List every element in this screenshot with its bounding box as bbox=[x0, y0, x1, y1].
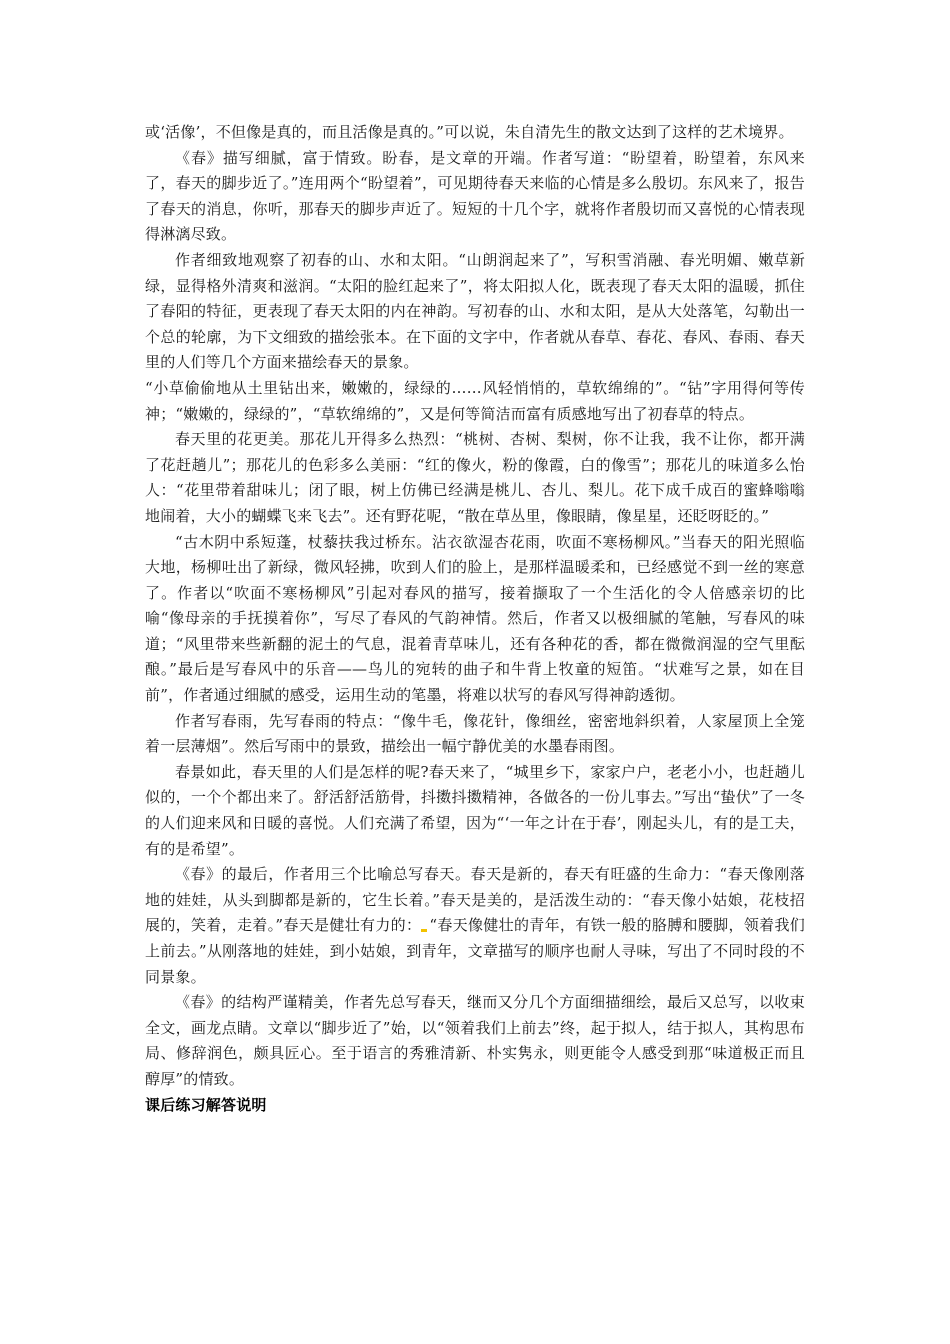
paragraph-three-metaphors-part-2: “春天像健壮的青年，有铁一般的胳膊和腰脚，领着我们上前去。”从刚落地的娃娃，到小姑娘，到青年，文章描写的顺序也耐人寻味，写出了不同时段的不同景象。 bbox=[145, 916, 805, 986]
paragraph-spring-flowers: 春天里的花更美。那花儿开得多么热烈：“桃树、杏树、梨树，你不让我，我不让你，都开满了花赶趟儿”；那花儿的色彩多么美丽：“红的像火，粉的像霞，白的像雪”；那花儿的味道多么怡人：“花里带着甜味儿；闭了眼，树上仿佛已经满是桃儿、杏儿、梨儿。花下成千成百的蜜蜂嗡嗡地闹着，大小的蝴蝶飞来飞去”。还有野花呢，“散在草丛里，像眼睛，像星星，还眨呀眨的。” bbox=[145, 430, 805, 525]
paragraph-three-metaphors bbox=[145, 862, 805, 990]
paragraph-spring-people: 春景如此，春天里的人们是怎样的呢?春天来了，“城里乡下，家家户户，老老小小，也赶趟儿似的，一个个都出来了。舒活舒活筋骨，抖擞抖擞精神，各做各的一份儿事去。”写出“蛰伏”了一冬的人们迎来风和日暖的喜悦。人们充满了希望，因为“‘一年之计在于春’，刚起头儿，有的是工夫，有的是希望”。 bbox=[145, 762, 805, 858]
paragraph-longing-for-spring: 《春》描写细腻，富于情致。盼春，是文章的开端。作者写道：“盼望着，盼望着，东风来了，春天的脚步近了。”连用两个“盼望着”，可见期待春天来临的心情是多么殷切。东风来了，报告了春天的消息，你听，那春天的脚步声近了。短短的十几个字，就将作者殷切而又喜悦的心情表现得淋漓尽致。 bbox=[145, 148, 805, 244]
highlight-mark bbox=[421, 929, 427, 932]
paragraph-spring-wind: “古木阴中系短蓬，杖藜扶我过桥东。沾衣欲湿杏花雨，吹面不寒杨柳风。”当春天的阳光照临大地，杨柳吐出了新绿，微风轻拂，吹到人们的脸上，是那样温暖柔和，已经感觉不到一丝的寒意了。作者以“吹面不寒杨柳风”引起对春风的描写，接着撷取了一个生活化的令人倍感亲切的比喻“像母亲的手抚摸着你”，写尽了春风的气韵神情。然后，作者又以极细腻的笔触，写春风的味道；“风里带来些新翻的泥土的气息，混着青草味儿，还有各种花的香，都在微微润湿的空气里酝酿。”最后是写春风中的乐音——鸟儿的宛转的曲子和牛背上牧童的短笛。“状难写之景，如在目前”，作者通过细腻的感受，运用生动的笔墨，将难以状写的春风写得神韵透彻。 bbox=[145, 532, 805, 705]
paragraph-early-spring-scenery: 作者细致地观察了初春的山、水和太阳。“山朗润起来了”，写积雪消融、春光明媚、嫩草新绿，显得格外清爽和滋润。“太阳的脸红起来了”，将太阳拟人化，既表现了春天太阳的温暖，抓住了春阳的特征，更表现了春天太阳的内在神韵。写初春的山、水和太阳，是从大处落笔，勾勒出一个总的轮廓，为下文细致的描绘张本。在下面的文字中，作者就从春草、春花、春风、春雨、春天里的人们等几个方面来描绘春天的景象。 bbox=[145, 250, 805, 372]
document-page bbox=[145, 120, 805, 1118]
paragraph-structure-summary: 《春》的结构严谨精美，作者先总写春天，继而又分几个方面细描细绘，最后又总写，以收束全文，画龙点睛。文章以“脚步近了”始，以“领着我们上前去”终，起于拟人，结于拟人，其构思布局、修辞润色，颇具匠心。至于语言的秀雅清新、朴实隽永，则更能令人感受到那“味道极正而且醇厚”的情致。 bbox=[145, 993, 805, 1088]
paragraph-spring-grass: “小草偷偷地从土里钻出来，嫩嫩的，绿绿的……风轻悄悄的，草软绵绵的”。“钻”字用得何等传神；“嫩嫩的，绿绿的”，“草软绵绵的”，又是何等简洁而富有质感地写出了初春草的特点。 bbox=[145, 378, 805, 423]
paragraph-spring-rain: 作者写春雨，先写春雨的特点：“像牛毛，像花针，像细丝，密密地斜织着，人家屋顶上全笼着一层薄烟”。然后写雨中的景致，描绘出一幅宁静优美的水墨春雨图。 bbox=[145, 711, 805, 756]
paragraph-three-metaphors-part-1: 《春》的最后，作者用三个比喻总写春天。春天是新的，春天有旺盛的生命力：“春天像刚落地的娃娃，从头到脚都是新的，它生长着。”春天是美的，是活泼生动的：“春天像小姑娘，花枝招展的，笑着，走着。”春天是健壮有力的： bbox=[145, 865, 805, 935]
section-heading-exercise-answers: 课后练习解答说明 bbox=[145, 1095, 267, 1114]
paragraph-intro-continuation: 或‘活像’，不但像是真的，而且活像是真的。”可以说，朱自清先生的散文达到了这样的艺术境界。 bbox=[145, 123, 794, 141]
